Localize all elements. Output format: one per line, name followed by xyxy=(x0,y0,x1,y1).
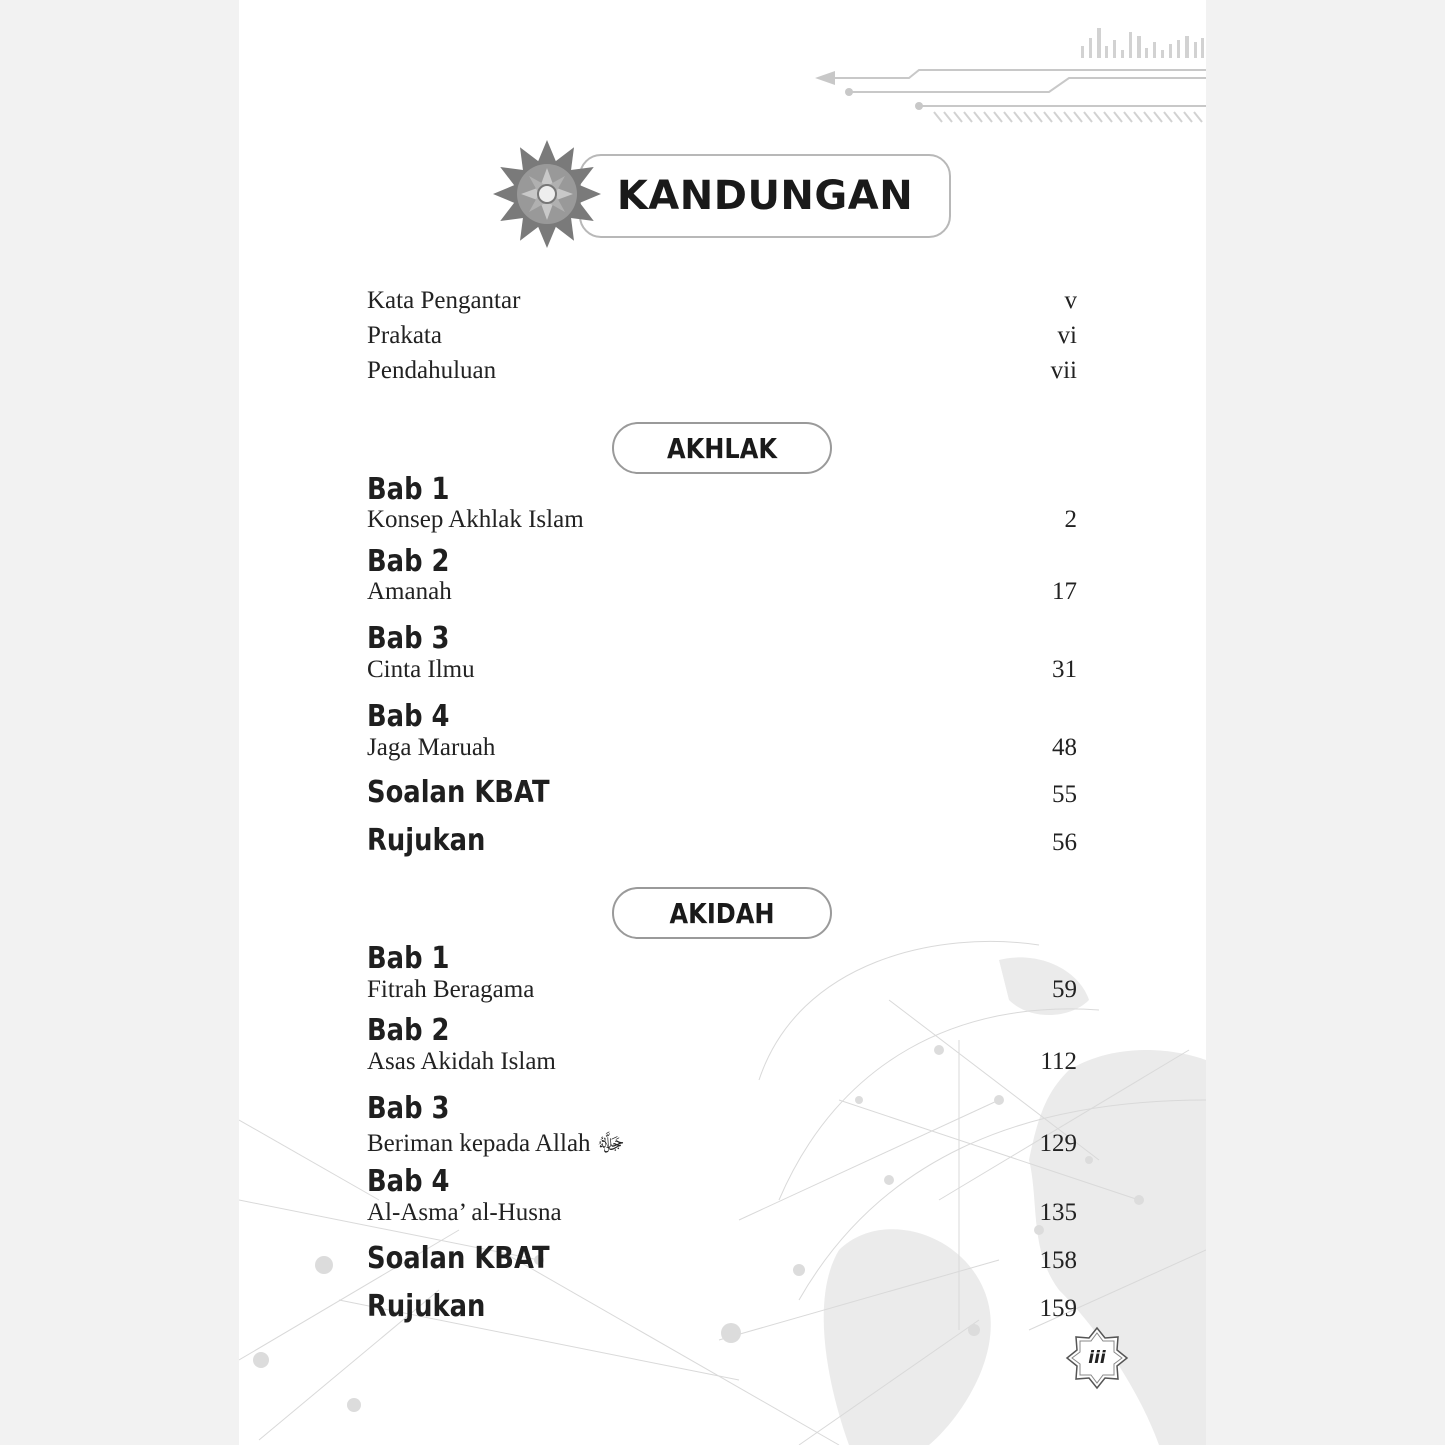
entry-page: 112 xyxy=(1040,1048,1077,1075)
entry-label: Soalan KBAT xyxy=(367,775,550,810)
entry-page: 135 xyxy=(1039,1199,1077,1226)
toc-entry-soalan-kbat[interactable] xyxy=(367,775,1077,810)
page-number: iii xyxy=(1088,1348,1106,1368)
entry-page: 56 xyxy=(1052,829,1077,856)
chapter-number: Bab 4 xyxy=(367,699,450,734)
entry-label: Beriman kepada Allah ﷻ xyxy=(367,1130,626,1157)
toc-entry-chapter[interactable] xyxy=(367,734,1077,762)
toc-entry-chapter[interactable] xyxy=(367,1199,1077,1227)
chapter-number: Bab 3 xyxy=(367,1091,450,1126)
entry-page: v xyxy=(1064,287,1077,314)
toc-entry-soalan-kbat[interactable] xyxy=(367,1241,1077,1276)
section-heading-akidah xyxy=(612,887,832,939)
chapter-number: Bab 1 xyxy=(367,472,450,507)
entry-label: Konsep Akhlak Islam xyxy=(367,506,584,533)
entry-page: 158 xyxy=(1039,1247,1077,1274)
chapter-number: Bab 3 xyxy=(367,621,450,656)
toc-entry-chapter[interactable] xyxy=(367,1048,1077,1076)
entry-page: vii xyxy=(1050,357,1077,384)
entry-page: vi xyxy=(1057,322,1077,349)
section-heading-label: AKHLAK xyxy=(666,431,778,465)
toc-entry-chapter[interactable] xyxy=(367,578,1077,606)
entry-page: 31 xyxy=(1052,656,1077,683)
chapter-number: Bab 4 xyxy=(367,1164,450,1199)
toc-entry-chapter[interactable] xyxy=(367,656,1077,684)
entry-label: Cinta Ilmu xyxy=(367,656,475,683)
geometric-star-ornament xyxy=(491,138,603,250)
entry-page: 159 xyxy=(1039,1295,1077,1322)
toc-entry-rujukan[interactable] xyxy=(367,823,1077,858)
chapter-number: Bab 1 xyxy=(367,941,450,976)
chapter-number: Bab 2 xyxy=(367,544,450,579)
document-page xyxy=(239,0,1206,1445)
toc-entry-chapter[interactable] xyxy=(367,1127,1077,1164)
entry-label: Kata Pengantar xyxy=(367,287,521,314)
entry-page: 129 xyxy=(1039,1130,1077,1157)
entry-page: 48 xyxy=(1052,734,1077,761)
toc-entry-rujukan[interactable] xyxy=(367,1289,1077,1324)
section-heading-label: AKIDAH xyxy=(669,896,775,930)
entry-label: Prakata xyxy=(367,322,442,349)
entry-page: 17 xyxy=(1052,578,1077,605)
entry-page: 2 xyxy=(1064,506,1077,533)
toc-entry-prakata[interactable] xyxy=(367,322,1077,350)
entry-label: Rujukan xyxy=(367,1289,486,1324)
entry-label: Rujukan xyxy=(367,823,486,858)
entry-label: Asas Akidah Islam xyxy=(367,1048,556,1075)
page-number-badge xyxy=(1065,1326,1129,1390)
toc-entry-chapter[interactable] xyxy=(367,976,1077,1004)
entry-label: Jaga Maruah xyxy=(367,734,496,761)
entry-label: Soalan KBAT xyxy=(367,1241,550,1276)
entry-label: Al-Asma’ al-Husna xyxy=(367,1199,562,1226)
entry-page: 59 xyxy=(1052,976,1077,1003)
title-box xyxy=(579,154,951,238)
chapter-number: Bab 2 xyxy=(367,1013,450,1048)
page-title: KANDUNGAN xyxy=(616,173,914,219)
entry-label: Fitrah Beragama xyxy=(367,976,535,1003)
entry-page: 55 xyxy=(1052,781,1077,808)
toc-entry-chapter[interactable] xyxy=(367,506,1077,534)
toc-entry-pendahuluan[interactable] xyxy=(367,357,1077,385)
circuit-decoration xyxy=(239,0,1206,140)
entry-label: Pendahuluan xyxy=(367,357,497,384)
title-block xyxy=(491,138,951,248)
entry-label: Amanah xyxy=(367,578,452,605)
toc-entry-kata-pengantar[interactable] xyxy=(367,287,1077,315)
section-heading-akhlak xyxy=(612,422,832,474)
